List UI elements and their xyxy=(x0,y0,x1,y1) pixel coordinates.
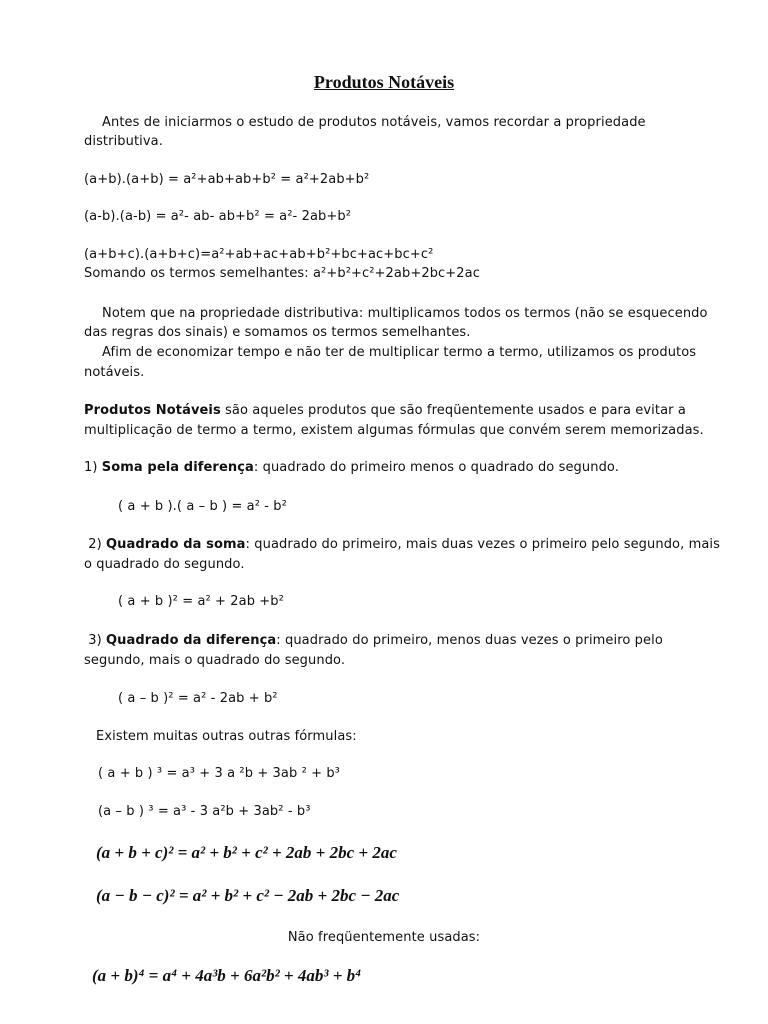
formula-cube-sum: ( a + b ) ³ = a³ + 3 a ²b + 3ab ² + b³ xyxy=(98,766,340,781)
item-3-line-2: segundo, mais o quadrado do segundo. xyxy=(84,653,346,668)
less-used-heading: Não freqüentemente usadas: xyxy=(287,930,481,945)
item-description: : quadrado do primeiro menos o quadrado do segundo. xyxy=(253,460,619,475)
formula-trinomial-difference-square: (a − b − c)² = a² + b² + c² − 2ab + 2bc − 2ac xyxy=(96,886,400,905)
note-line-4: notáveis. xyxy=(84,365,145,380)
note-line-3: Afim de economizar tempo e não ter de multiplicar termo a termo, utilizamos os produtos xyxy=(102,345,697,360)
example-3: (a+b+c).(a+b+c)=a²+ab+ac+ab+b²+bc+ac+bc+c² xyxy=(84,247,434,262)
example-2: (a-b).(a-b) = a²- ab- ab+b² = a²- 2ab+b² xyxy=(84,209,352,224)
item-1-formula: ( a + b ).( a – b ) = a² - b² xyxy=(118,499,287,514)
example-3-sum: Somando os termos semelhantes: a²+b²+c²+2ab+2bc+2ac xyxy=(84,266,480,281)
item-description: : quadrado do primeiro, menos duas vezes o primeiro pelo xyxy=(276,633,663,648)
item-1-line-1 xyxy=(84,458,619,478)
definition-line-1 xyxy=(84,401,686,421)
item-number: 3) xyxy=(84,633,107,648)
item-2-formula: ( a + b )² = a² + 2ab +b² xyxy=(118,594,284,609)
item-3-formula: ( a – b )² = a² - 2ab + b² xyxy=(118,691,278,706)
item-name: Soma pela diferença xyxy=(101,460,254,475)
item-2-line-2: o quadrado do segundo. xyxy=(84,557,245,572)
item-2-line-1 xyxy=(84,535,720,555)
page-title: Produtos Notáveis xyxy=(313,72,455,92)
formula-fourth-power: (a + b)⁴ = a⁴ + 4a³b + 6a²b² + 4ab³ + b⁴ xyxy=(92,966,362,985)
item-3-line-1 xyxy=(84,631,663,651)
item-name: Quadrado da soma xyxy=(106,537,246,552)
item-number: 1) xyxy=(84,460,102,475)
definition-line-2: multiplicação de termo a termo, existem algumas fórmulas que convém serem memorizadas. xyxy=(84,423,704,438)
example-1: (a+b).(a+b) = a²+ab+ab+b² = a²+2ab+b² xyxy=(84,172,370,187)
formula-trinomial-square: (a + b + c)² = a² + b² + c² + 2ab + 2bc + 2ac xyxy=(96,843,397,862)
intro-line-2: distributiva. xyxy=(84,134,163,149)
formula-cube-difference: (a – b ) ³ = a³ - 3 a²b + 3ab² - b³ xyxy=(98,804,311,819)
note-line-1: Notem que na propriedade distributiva: multiplicamos todos os termos (não se esquecendo xyxy=(102,306,708,321)
note-line-2: das regras dos sinais) e somamos os termos semelhantes. xyxy=(84,325,471,340)
definition-text: são aqueles produtos que são freqüentemente usados e para evitar a xyxy=(220,403,686,418)
item-name: Quadrado da diferença xyxy=(106,633,277,648)
intro-line-1: Antes de iniciarmos o estudo de produtos notáveis, vamos recordar a propriedade xyxy=(102,115,646,130)
item-number: 2) xyxy=(84,537,107,552)
others-heading: Existem muitas outras outras fórmulas: xyxy=(96,729,357,744)
item-description: : quadrado do primeiro, mais duas vezes o primeiro pelo segundo, mais xyxy=(245,537,720,552)
definition-term: Produtos Notáveis xyxy=(84,403,221,418)
